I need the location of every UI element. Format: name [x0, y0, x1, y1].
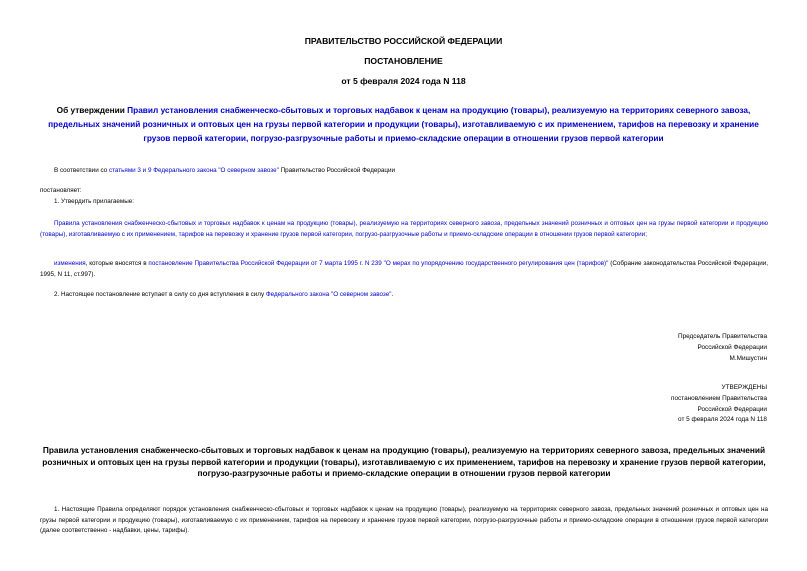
item2-text-after: . — [391, 291, 394, 298]
item1-sub-b-mid: , которые вносятся в — [85, 260, 149, 267]
rules-paragraph-1: 1. Настоящие Правила определяют порядок установления снабженческо-сбытовых и торговых надбавок к ценам на продукцию (товары), реализуемую на территориях северного завоза, предельных значений розничных и оптовых цен на грузы первой категории и продукцию (товары), изготавливаемую с их применением, тарифов на перевозку и хранение грузов первой категории, погрузо-разгрузочные работы и приемо-складские операции в отношении грузов первой категории (далее соответственно - надбавки, цены, тарифы). — [40, 506, 768, 534]
approved-line-2: постановлением Правительства — [671, 394, 767, 402]
item2-law-link[interactable]: Федерального закона "О северном завозе" — [265, 291, 392, 298]
doc-type-heading: ПОСТАНОВЛЕНИЕ — [364, 56, 443, 66]
title-link[interactable]: Правил установления снабженческо-сбытовых и торговых надбавок к ценам на продукцию (товары), реализуемую на территориях северного завоза, предельных значений розничных и оптовых цен на грузы первой категории и продукции (товары), изготавливаемую с их применением, тарифов на перевозку и хранение грузов первой категории, погрузо-разгрузочные работы и приемо-складские операции в отношении грузов первой категории — [48, 105, 759, 143]
changes-link[interactable]: изменения — [54, 260, 86, 267]
item1-sub-b — [40, 259, 768, 280]
document-title — [40, 103, 767, 145]
approved-line-3: Российской Федерации — [697, 405, 767, 413]
preamble-text-after: Правительство Российской Федерации — [278, 167, 396, 174]
signature-block — [567, 332, 767, 364]
preamble-law-link[interactable]: статьями 3 и 9 Федерального закона "О северном завозе" — [108, 167, 279, 174]
item1-sub-b-end: (Собрание законодательства Российской Федерации, 1995, N 11, ст.997). — [40, 260, 768, 278]
date-number-heading: от 5 февраля 2024 года N 118 — [341, 76, 466, 86]
approved-line-1: УТВЕРЖДЕНЫ — [721, 384, 767, 391]
item1-sub-a-end: ; — [645, 230, 647, 238]
item1-sub-a — [40, 219, 768, 240]
rules-link[interactable]: Правила установления снабженческо-сбытовых и торговых надбавок к ценам на продукцию (товары), реализуемую на территориях северного завоза, предельных значений розничных и оптовых цен на грузы первой категории и продукцию (товары), изготавливаемую с их применением, тарифов на перевозку и хранение грузов первой категории, погрузо-разгрузочные работы и приемо-складские операции в отношении грузов первой категории — [40, 220, 768, 238]
signature-name: М.Мишустин — [729, 354, 767, 362]
item1-text: 1. Утвердить прилагаемые: — [54, 198, 134, 205]
decree-239-link[interactable]: постановление Правительства Российской Федерации от 7 марта 1995 г. N 239 "О мерах по упорядочению государственного регулирования цен (тарифов)" — [148, 260, 609, 267]
preamble-paragraph — [40, 166, 768, 177]
signature-line-1: Председатель Правительства — [678, 333, 767, 340]
item2-text-before: 2. Настоящее постановление вступает в силу со дня вступления в силу — [54, 291, 266, 298]
rules-title: Правила установления снабженческо-сбытовых и торговых надбавок к ценам на продукцию (товары), реализуемую на территориях северного завоза, предельных значений розничных и оптовых цен на грузы первой категории и продукции (товары), изготавливаемую с их применением, тарифов на перевозку и хранение грузов первой категории, погрузо-разгрузочные работы и приемо-складские операции в отношении грузов первой категории — [42, 445, 766, 479]
approved-block — [567, 383, 767, 426]
authority-heading: ПРАВИТЕЛЬСТВО РОССИЙСКОЙ ФЕДЕРАЦИИ — [304, 36, 503, 46]
resolves-text: постановляет: — [40, 187, 82, 194]
title-prefix: Об утверждении — [56, 105, 128, 115]
item2-paragraph — [40, 290, 768, 301]
signature-line-2: Российской Федерации — [697, 343, 767, 351]
preamble-text-before: В соответствии со — [54, 167, 109, 174]
approved-line-4: от 5 февраля 2024 года N 118 — [678, 416, 767, 424]
